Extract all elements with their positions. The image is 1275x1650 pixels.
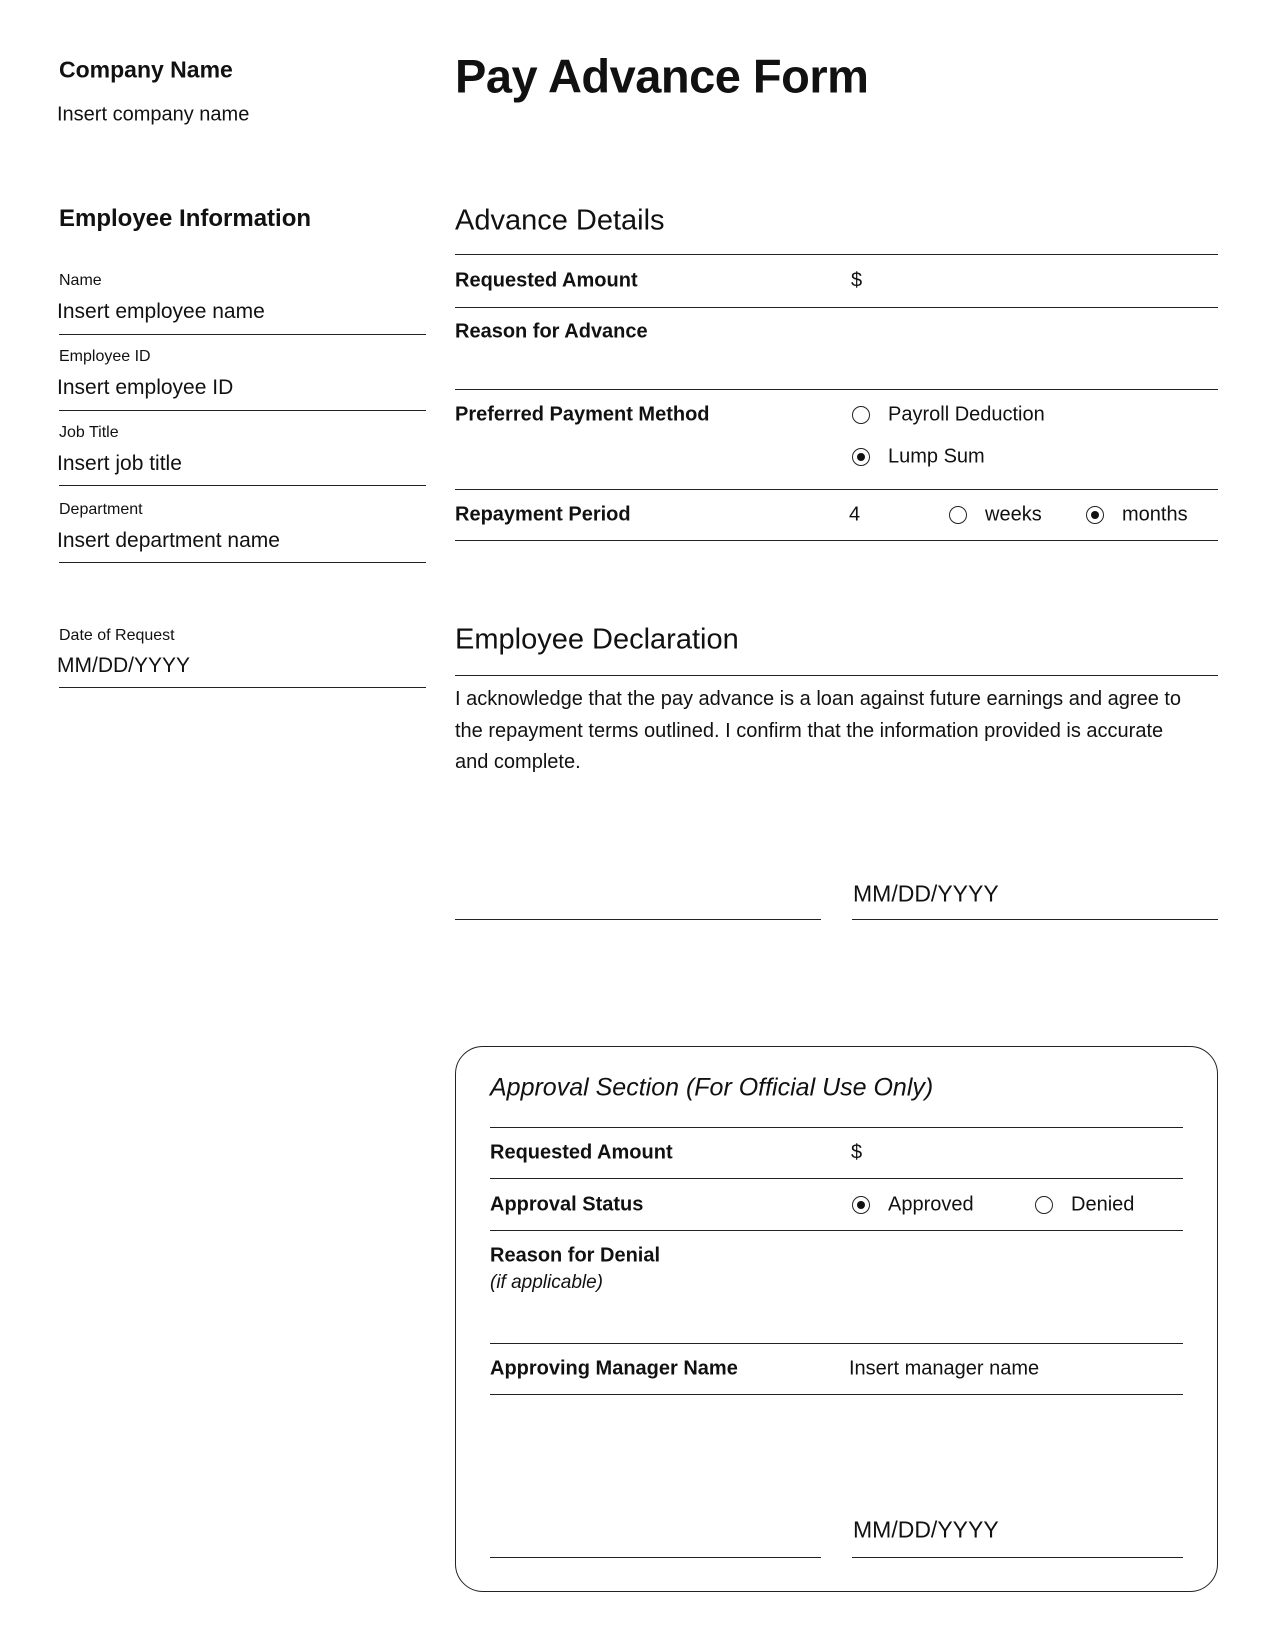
manager-signature-field[interactable] bbox=[490, 1498, 821, 1556]
employee-id-label: Employee ID bbox=[59, 348, 151, 365]
divider bbox=[490, 1178, 1183, 1179]
divider bbox=[455, 254, 1218, 255]
job-title-input[interactable]: Insert job title bbox=[57, 452, 182, 475]
approved-label: Approved bbox=[888, 1193, 974, 1216]
divider bbox=[455, 307, 1218, 308]
divider bbox=[59, 485, 426, 486]
divider bbox=[59, 410, 426, 411]
divider bbox=[490, 1394, 1183, 1395]
divider bbox=[490, 1343, 1183, 1344]
employee-signature-field[interactable] bbox=[455, 860, 821, 918]
declaration-text: I acknowledge that the pay advance is a loan against future earnings and agree to the repayment terms outlined. I confirm that the information provided is accurate and complete. bbox=[455, 688, 1182, 773]
payroll-deduction-label: Payroll Deduction bbox=[888, 403, 1045, 426]
payroll-deduction-radio[interactable] bbox=[852, 406, 870, 424]
name-label: Name bbox=[59, 272, 102, 289]
department-label: Department bbox=[59, 501, 143, 518]
employee-id-input[interactable]: Insert employee ID bbox=[57, 376, 234, 399]
date-of-request-label: Date of Request bbox=[59, 627, 175, 644]
approval-status-label: Approval Status bbox=[490, 1193, 644, 1216]
divider bbox=[455, 540, 1218, 541]
company-name-input[interactable]: Insert company name bbox=[57, 103, 250, 126]
weeks-radio[interactable] bbox=[949, 506, 967, 524]
department-input[interactable]: Insert department name bbox=[57, 529, 280, 552]
lump-sum-label: Lump Sum bbox=[888, 445, 985, 468]
divider bbox=[59, 334, 426, 335]
denial-reason-label: Reason for Denial bbox=[490, 1244, 661, 1267]
declaration-date-input[interactable]: MM/DD/YYYY bbox=[853, 880, 999, 907]
reason-input[interactable] bbox=[851, 310, 1218, 386]
date-line bbox=[852, 1557, 1183, 1558]
divider bbox=[455, 489, 1218, 490]
months-label: months bbox=[1122, 503, 1188, 526]
job-title-label: Job Title bbox=[59, 424, 119, 441]
declaration-heading: Employee Declaration bbox=[455, 623, 739, 656]
repayment-period-label: Repayment Period bbox=[455, 503, 631, 526]
signature-line bbox=[490, 1557, 821, 1558]
divider bbox=[59, 562, 426, 563]
divider bbox=[59, 687, 426, 688]
manager-name-label: Approving Manager Name bbox=[490, 1357, 738, 1380]
approval-requested-amount-input[interactable]: $ bbox=[851, 1141, 863, 1164]
name-input[interactable]: Insert employee name bbox=[57, 300, 265, 323]
company-name-label: Company Name bbox=[59, 56, 233, 83]
approved-radio[interactable] bbox=[852, 1196, 870, 1214]
employee-info-heading: Employee Information bbox=[59, 205, 312, 232]
requested-amount-input[interactable]: $ bbox=[851, 269, 863, 292]
reason-label: Reason for Advance bbox=[455, 320, 648, 343]
denied-label: Denied bbox=[1071, 1193, 1135, 1216]
approval-date-input[interactable]: MM/DD/YYYY bbox=[853, 1516, 999, 1543]
approval-requested-amount-label: Requested Amount bbox=[490, 1141, 673, 1164]
manager-name-input[interactable]: Insert manager name bbox=[849, 1357, 1040, 1380]
divider bbox=[455, 389, 1218, 390]
advance-details-heading: Advance Details bbox=[455, 204, 665, 237]
repayment-period-input[interactable]: 4 bbox=[849, 503, 861, 526]
date-line bbox=[852, 919, 1218, 920]
page-title: Pay Advance Form bbox=[455, 49, 869, 103]
denial-reason-sublabel: (if applicable) bbox=[490, 1272, 603, 1293]
signature-line bbox=[455, 919, 821, 920]
approval-heading: Approval Section (For Official Use Only) bbox=[490, 1073, 934, 1102]
divider bbox=[490, 1127, 1183, 1128]
denied-radio[interactable] bbox=[1035, 1196, 1053, 1214]
divider bbox=[455, 675, 1218, 676]
weeks-label: weeks bbox=[985, 503, 1042, 526]
payment-method-label: Preferred Payment Method bbox=[455, 403, 710, 426]
requested-amount-label: Requested Amount bbox=[455, 269, 638, 292]
date-of-request-input[interactable]: MM/DD/YYYY bbox=[57, 654, 191, 677]
lump-sum-radio[interactable] bbox=[852, 448, 870, 466]
denial-reason-input[interactable] bbox=[851, 1236, 1183, 1340]
months-radio[interactable] bbox=[1086, 506, 1104, 524]
divider bbox=[490, 1230, 1183, 1231]
